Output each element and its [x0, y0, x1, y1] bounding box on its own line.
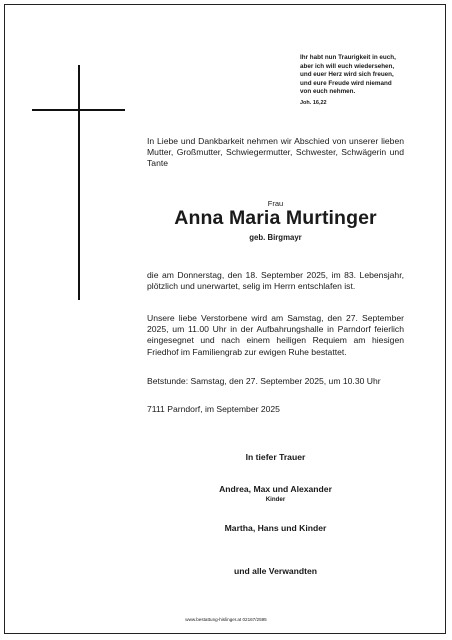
mourners-relatives: und alle Verwandten [233, 566, 318, 576]
mourners-children-label: Kinder [265, 496, 286, 503]
deceased-name: Anna Maria Murtinger [174, 207, 377, 229]
quote-line: von euch nehmen. [300, 88, 356, 96]
quote-line: und eure Freude wird niemand [300, 79, 392, 87]
deceased-prefix: Frau [267, 199, 284, 208]
mourners-family: Martha, Hans und Kinder [224, 523, 327, 533]
place-date: 7111 Parndorf, im September 2025 [147, 404, 280, 414]
funeral-home-footer: www.bestattung-hislinger.at 02167/2595 [185, 617, 267, 622]
mourning-heading: In tiefer Trauer [245, 452, 306, 462]
intro-text: In Liebe und Dankbarkeit nehmen wir Abschied von unserer lieben Mutter, Großmutter, Schwiegermutter, Schwester, Schwägerin und Tante [147, 136, 404, 169]
quote-line: aber ich will euch wiedersehen, [300, 62, 395, 70]
birth-name: geb. Birgmayr [249, 233, 302, 242]
quote-line: Ihr habt nun Traurigkeit in euch, [300, 54, 396, 61]
quote-reference: Joh. 16,22 [300, 99, 327, 106]
cross-vertical-bar [78, 65, 80, 300]
mourners-children: Andrea, Max und Alexander [219, 484, 332, 494]
prayer-service: Betstunde: Samstag, den 27. September 2025, um 10.30 Uhr [147, 376, 381, 386]
bible-quote [300, 54, 440, 108]
cross-horizontal-bar [32, 109, 125, 111]
quote-line: und euer Herz wird sich freuen, [300, 71, 394, 79]
death-paragraph: die am Donnerstag, den 18. September 2025, im 83. Lebensjahr, plötzlich und unerwartet, selig im Herrn entschlafen ist. [147, 270, 404, 292]
funeral-paragraph: Unsere liebe Verstorbene wird am Samstag, den 27. September 2025, um 11.00 Uhr in der Aufbahrungshalle in Parndorf feierlich eingesegnet und nach einem heiligen Requiem am hiesigen Friedhof im Familiengrab zur ewigen Ruhe bestattet. [147, 313, 404, 357]
